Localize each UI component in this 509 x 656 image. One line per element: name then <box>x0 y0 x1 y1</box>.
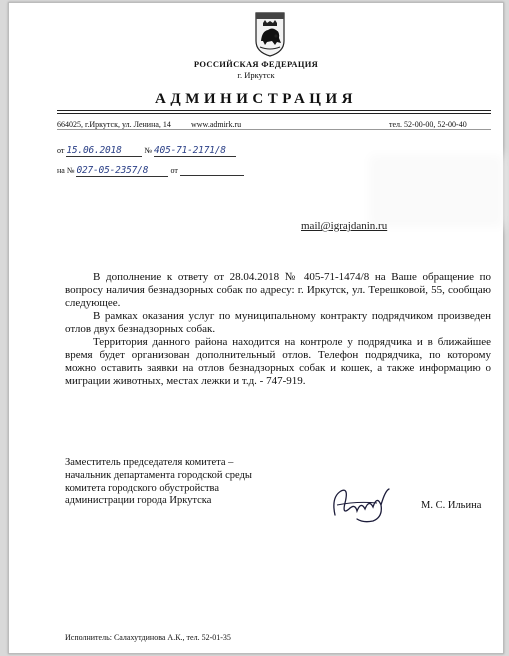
header-rule-bottom <box>57 113 491 114</box>
number-label: № <box>144 146 153 155</box>
reference-label: на № <box>57 166 75 175</box>
body-paragraph-1: В дополнение к ответу от 28.04.2018 № 405-71-1474/8 на Ваше обращение по вопросу наличия безнадзорных собак по адресу: г. Иркутск, ул. Терешковой, 55, сообщаю следующее. <box>65 271 491 309</box>
signatory-title-line: Заместитель председателя комитета – <box>65 457 234 468</box>
reference-number: 027-05-2357/8 <box>76 165 149 176</box>
redacted-recipient <box>377 163 495 219</box>
executor-info: Исполнитель: Салахутдинова А.К., тел. 52-01-35 <box>65 633 231 642</box>
office-website: www.admirk.ru <box>191 120 242 129</box>
letter-page <box>8 2 504 654</box>
handwritten-signature <box>327 481 401 525</box>
office-phone: тел. 52-00-00, 52-00-40 <box>389 120 467 129</box>
coat-of-arms-icon <box>254 11 286 57</box>
signatory-title-line: администрации города Иркутска <box>65 495 212 507</box>
country-name: РОССИЙСКАЯ ФЕДЕРАЦИЯ <box>193 59 319 69</box>
city-name: г. Иркутск <box>237 70 275 80</box>
outgoing-registration <box>57 145 236 157</box>
office-address: 664025, г.Иркутск, ул. Ленина, 14 <box>57 120 171 129</box>
body-paragraph-3: Территория данного района находится на контроле у подрядчика и в ближайшее время будет организован дополнительный отлов. Телефон подрядчика, по которому можно оставить заявки на отлов безнадзорных собак и кошек, а также информацию о миграции животных, местах лежки и т.д. - 747-919. <box>65 336 491 387</box>
letter-body <box>65 271 491 388</box>
incoming-reference <box>57 165 244 177</box>
header-rule-top <box>57 110 491 111</box>
body-paragraph-2: В рамках оказания услуг по муниципальному контракту подрядчиком произведен отлов двух безнадзорных собак. <box>65 310 491 335</box>
reference-from-label: от <box>170 166 178 175</box>
signatory-title-line: комитета городского обустройства <box>65 482 220 494</box>
from-label: от <box>57 146 65 155</box>
signatory-name: М. С. Ильина <box>421 500 482 511</box>
outgoing-number: 405-71-2171/8 <box>154 145 226 156</box>
signatory-title <box>65 457 252 508</box>
organization-title: АДМИНИСТРАЦИЯ <box>155 91 357 107</box>
outgoing-date: 15.06.2018 <box>66 145 122 156</box>
signatory-title-line: начальник департамента городской среды <box>65 469 252 481</box>
recipient-email: mail@igrajdanin.ru <box>301 220 388 232</box>
address-rule <box>57 129 491 130</box>
